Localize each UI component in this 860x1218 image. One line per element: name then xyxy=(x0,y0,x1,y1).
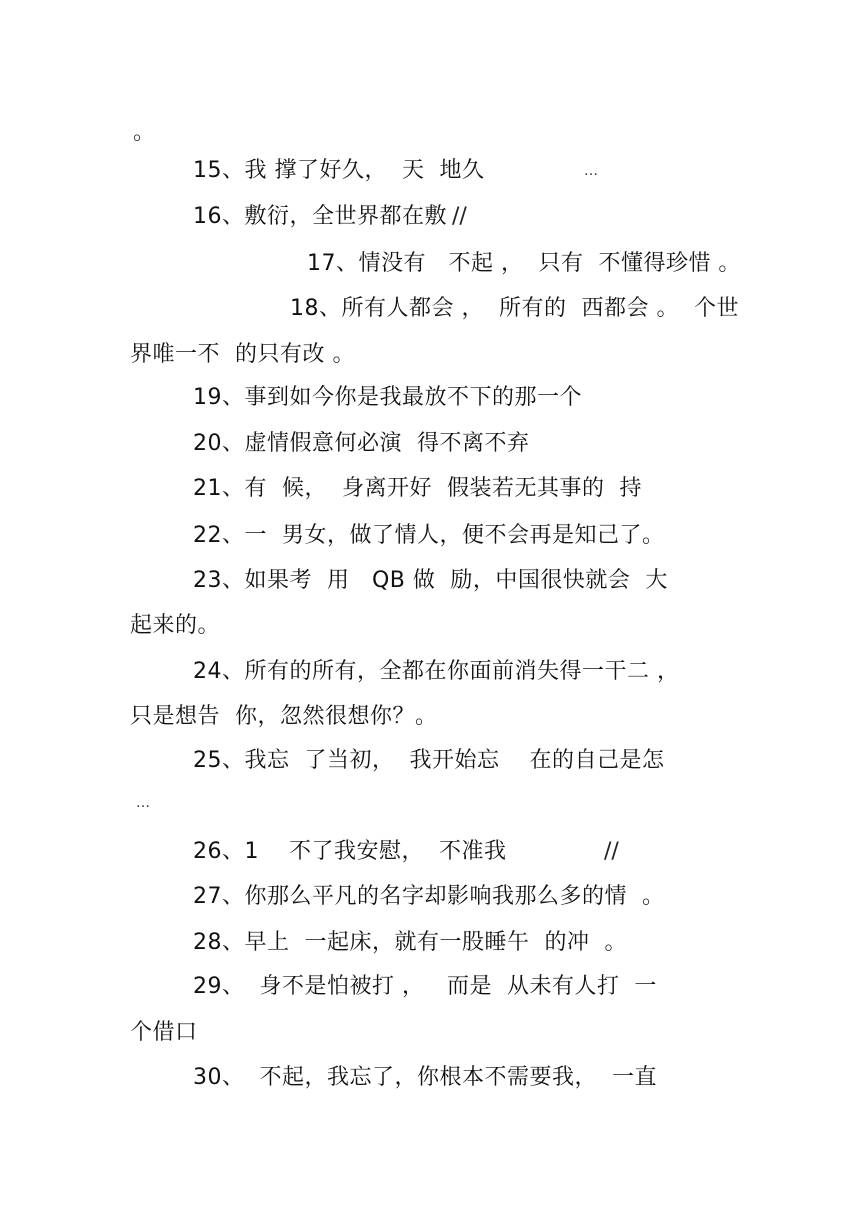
text-line: 19、事到如今你是我最放不下的那一个 xyxy=(193,385,582,410)
text-line: 界唯一不 的只有改 。 xyxy=(130,342,355,367)
text-line: 27、你那么平凡的名字却影响我那么多的情 。 xyxy=(193,884,665,909)
text-line: 22、一 男女，做了情人，便不会再是知己了。 xyxy=(193,523,665,548)
text-line: 15、我 撑了好久， 天 地久 xyxy=(193,158,485,183)
text-line: 21、有 候， 身离开好 假装若无其事的 持 xyxy=(193,476,642,501)
slash-mark: // xyxy=(604,839,619,864)
text-line: 16、敷衍，全世界都在敷 xyxy=(193,204,447,229)
text-line: 17、情没有 不起 ， 只有 不懂得珍惜 。 xyxy=(307,251,741,276)
ellipsis-mark: … xyxy=(136,795,150,811)
text-line: 30、 不起，我忘了，你根本不需要我， 一直 xyxy=(193,1065,657,1090)
text-line: 起来的。 xyxy=(130,613,221,638)
text-line: 23、如果考 用 QB 做 励，中国很快就会 大 xyxy=(193,568,668,593)
text-line: 29、 身不是怕被打 ， 而是 从未有人打 一 xyxy=(193,974,657,999)
text-line: 20、虚情假意何必演 得不离不弃 xyxy=(193,431,530,456)
ellipsis-mark: … xyxy=(584,163,598,179)
text-line: 。 xyxy=(133,120,156,145)
slash-mark: // xyxy=(452,204,467,229)
text-line: 28、早上 一起床，就有一股睡午 的冲 。 xyxy=(193,930,627,955)
text-line: 个借口 xyxy=(130,1020,198,1045)
text-line: 26、1 不了我安慰， 不准我 xyxy=(193,839,507,864)
text-line: 24、所有的所有，全都在你面前消失得一干二 ， xyxy=(193,659,680,684)
text-line: 25、我忘 了当初， 我开始忘 在的自己是怎 xyxy=(193,748,665,773)
text-line: 18、所有人都会 ， 所有的 西都会 。 个世 xyxy=(290,296,739,321)
text-line: 只是想告 你，忽然很想你？。 xyxy=(130,704,438,729)
